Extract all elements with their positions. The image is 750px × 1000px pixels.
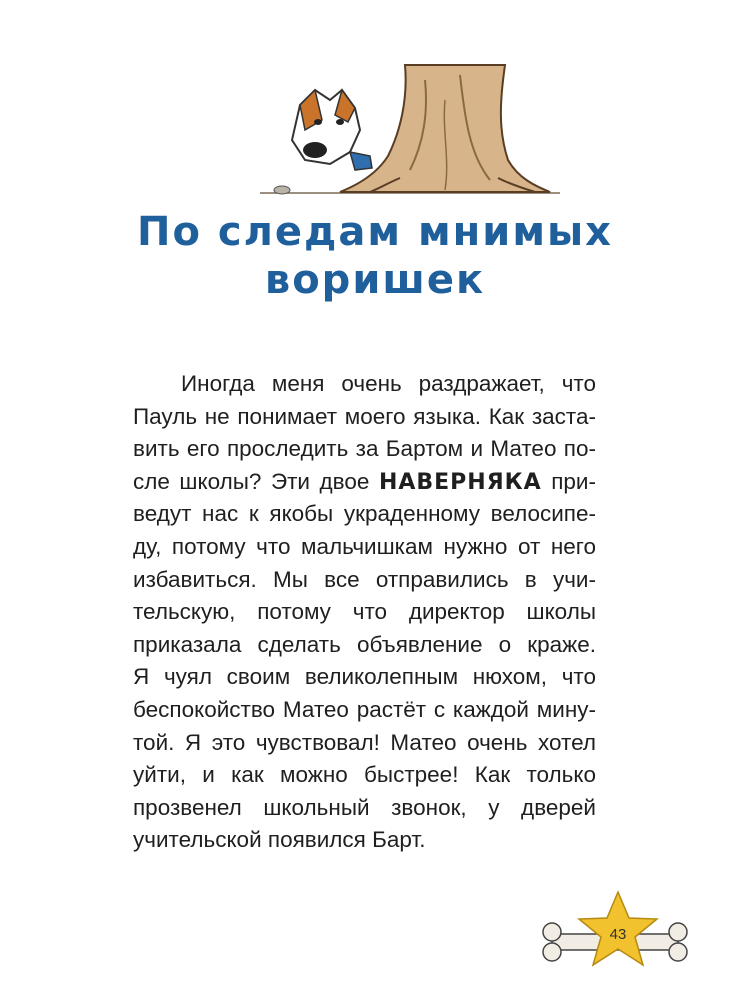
text-line: ведут нас к якобы украденному велосипе- [133,501,596,527]
text-line: беспокойство Матео растёт с каждой мину- [133,696,596,722]
dog-behind-tree-illustration [260,60,560,210]
text-segment: сле школы? Эти двое [133,468,370,494]
text-line: прозвенел школьный звонок, у дверей [133,794,596,820]
text-line: уйти, и как можно быстрее! Как только [133,762,596,788]
page-number: 43 [609,926,627,943]
text-line: Пауль не понимает моего языка. Как заста- [133,403,596,429]
chapter-title-line-1: По следам мнимых [137,209,613,255]
text-line: Я чуял своим великолепным нюхом, что [133,664,596,690]
text-line: той. Я это чувствовал! Матео очень хотел [133,729,596,755]
text-line: приказала сделать объявление о краже. [133,631,596,657]
body-paragraph [133,368,596,857]
text-line: Иногда меня очень раздражает, что [181,371,596,396]
emphasized-word: НАВЕРНЯКА [378,469,542,495]
chapter-title [0,208,750,304]
text-line: тельскую, потому что директор школы [133,599,596,625]
text-line: ду, потому что мальчишкам нужно от него [133,533,596,559]
text-line: вить его проследить за Бартом и Матео по- [133,436,596,462]
text-segment: при- [551,468,596,494]
chapter-title-line-2: воришек [264,257,486,303]
text-line: избавиться. Мы все отправились в учи- [133,566,596,592]
text-line: учительской появился Барт. [133,827,426,853]
text-line-with-emphasis [133,466,596,499]
